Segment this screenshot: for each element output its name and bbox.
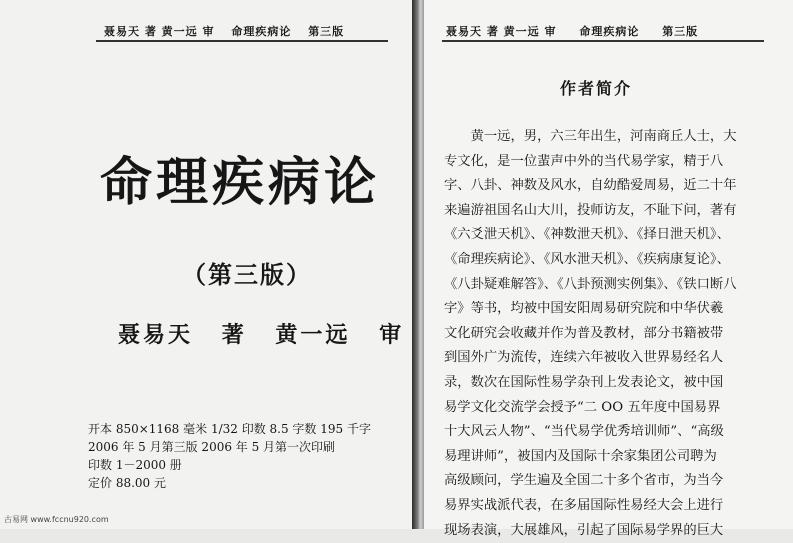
header-author: 聂易天 著 黄一远 审	[446, 25, 557, 38]
pub-edition-date: 2006 年 5 月第三版 2006 年 5 月第一次印刷	[88, 438, 371, 456]
bio-line: 到国外广为流传，连续六年被收入世界易经名人	[444, 346, 750, 371]
edition-label: （第三版）	[182, 255, 312, 290]
header-author: 聂易天 著 黄一远 审	[104, 25, 215, 38]
bio-line: 十大风云人物”、“当代易学优秀培训师”、“高级	[444, 420, 750, 445]
bio-line: 字、八卦、神数及风水，自幼酷爱周易，近二十年	[444, 174, 750, 199]
header-edition: 第三版	[308, 25, 344, 38]
publication-info	[88, 420, 371, 492]
bio-line: 易理讲师”，被国内及国际十余家集团公司聘为	[444, 445, 750, 470]
pub-print-run: 印数 1－2000 册	[88, 456, 371, 474]
bio-line: 《命理疾病论》、《风水泄天机》、《疾病康复论》、	[444, 248, 750, 273]
bio-line: 《八卦疑难解答》、《八卦预测实例集》、《铁口断八	[444, 273, 750, 298]
bio-line: 易界实战派代表，在多届国际性易经大会上进行	[444, 494, 750, 519]
bio-line: 专文化，是一位蜚声中外的当代易学家，精于八	[444, 150, 750, 175]
right-running-header	[446, 23, 716, 39]
header-rule	[442, 40, 764, 42]
header-book: 命理疾病论	[231, 25, 291, 38]
header-rule	[96, 40, 388, 42]
bio-line: 录，数次在国际性易学杂刊上发表论文，被中国	[444, 371, 750, 396]
bio-line: 现场表演，大展雄风，引起了国际易学界的巨大	[444, 519, 750, 543]
header-edition: 第三版	[662, 25, 698, 38]
book-spine	[412, 0, 424, 529]
pub-price: 定价 88.00 元	[88, 474, 371, 492]
section-heading: 作者简介	[560, 76, 632, 99]
bio-line: 文化研究会收藏并作为普及教材，部分书籍被带	[444, 322, 750, 347]
bio-line: 黄一远，男，六三年出生，河南商丘人士，大	[444, 125, 750, 150]
reviewer-name: 黄一远	[275, 322, 350, 348]
bio-line: 字》等书，均被中国安阳周易研究院和中华伏羲	[444, 297, 750, 322]
bio-line: 高级顾问，学生遍及全国二十多个省市，为当今	[444, 469, 750, 494]
bio-line: 来遍游祖国名山大川，投师访友，不耻下问，著有	[444, 199, 750, 224]
pub-format: 开本 850×1168 毫米 1/32 印数 8.5 字数 195 千字	[88, 420, 371, 438]
reviewer-role: 审	[379, 322, 404, 348]
author-name: 聂易天	[118, 322, 193, 348]
bio-line: 易学文化交流学会授予“二 OO 五年度中国易界	[444, 396, 750, 421]
biography-text	[444, 125, 750, 543]
book-title: 命理疾病论	[100, 140, 380, 215]
left-running-header	[104, 23, 356, 39]
header-book: 命理疾病论	[579, 25, 639, 38]
author-line	[118, 318, 412, 349]
site-watermark: 古易网 www.fccnu920.com	[4, 514, 109, 525]
author-role: 著	[222, 322, 247, 348]
bio-line: 《六爻泄天机》、《神数泄天机》、《择日泄天机》、	[444, 223, 750, 248]
